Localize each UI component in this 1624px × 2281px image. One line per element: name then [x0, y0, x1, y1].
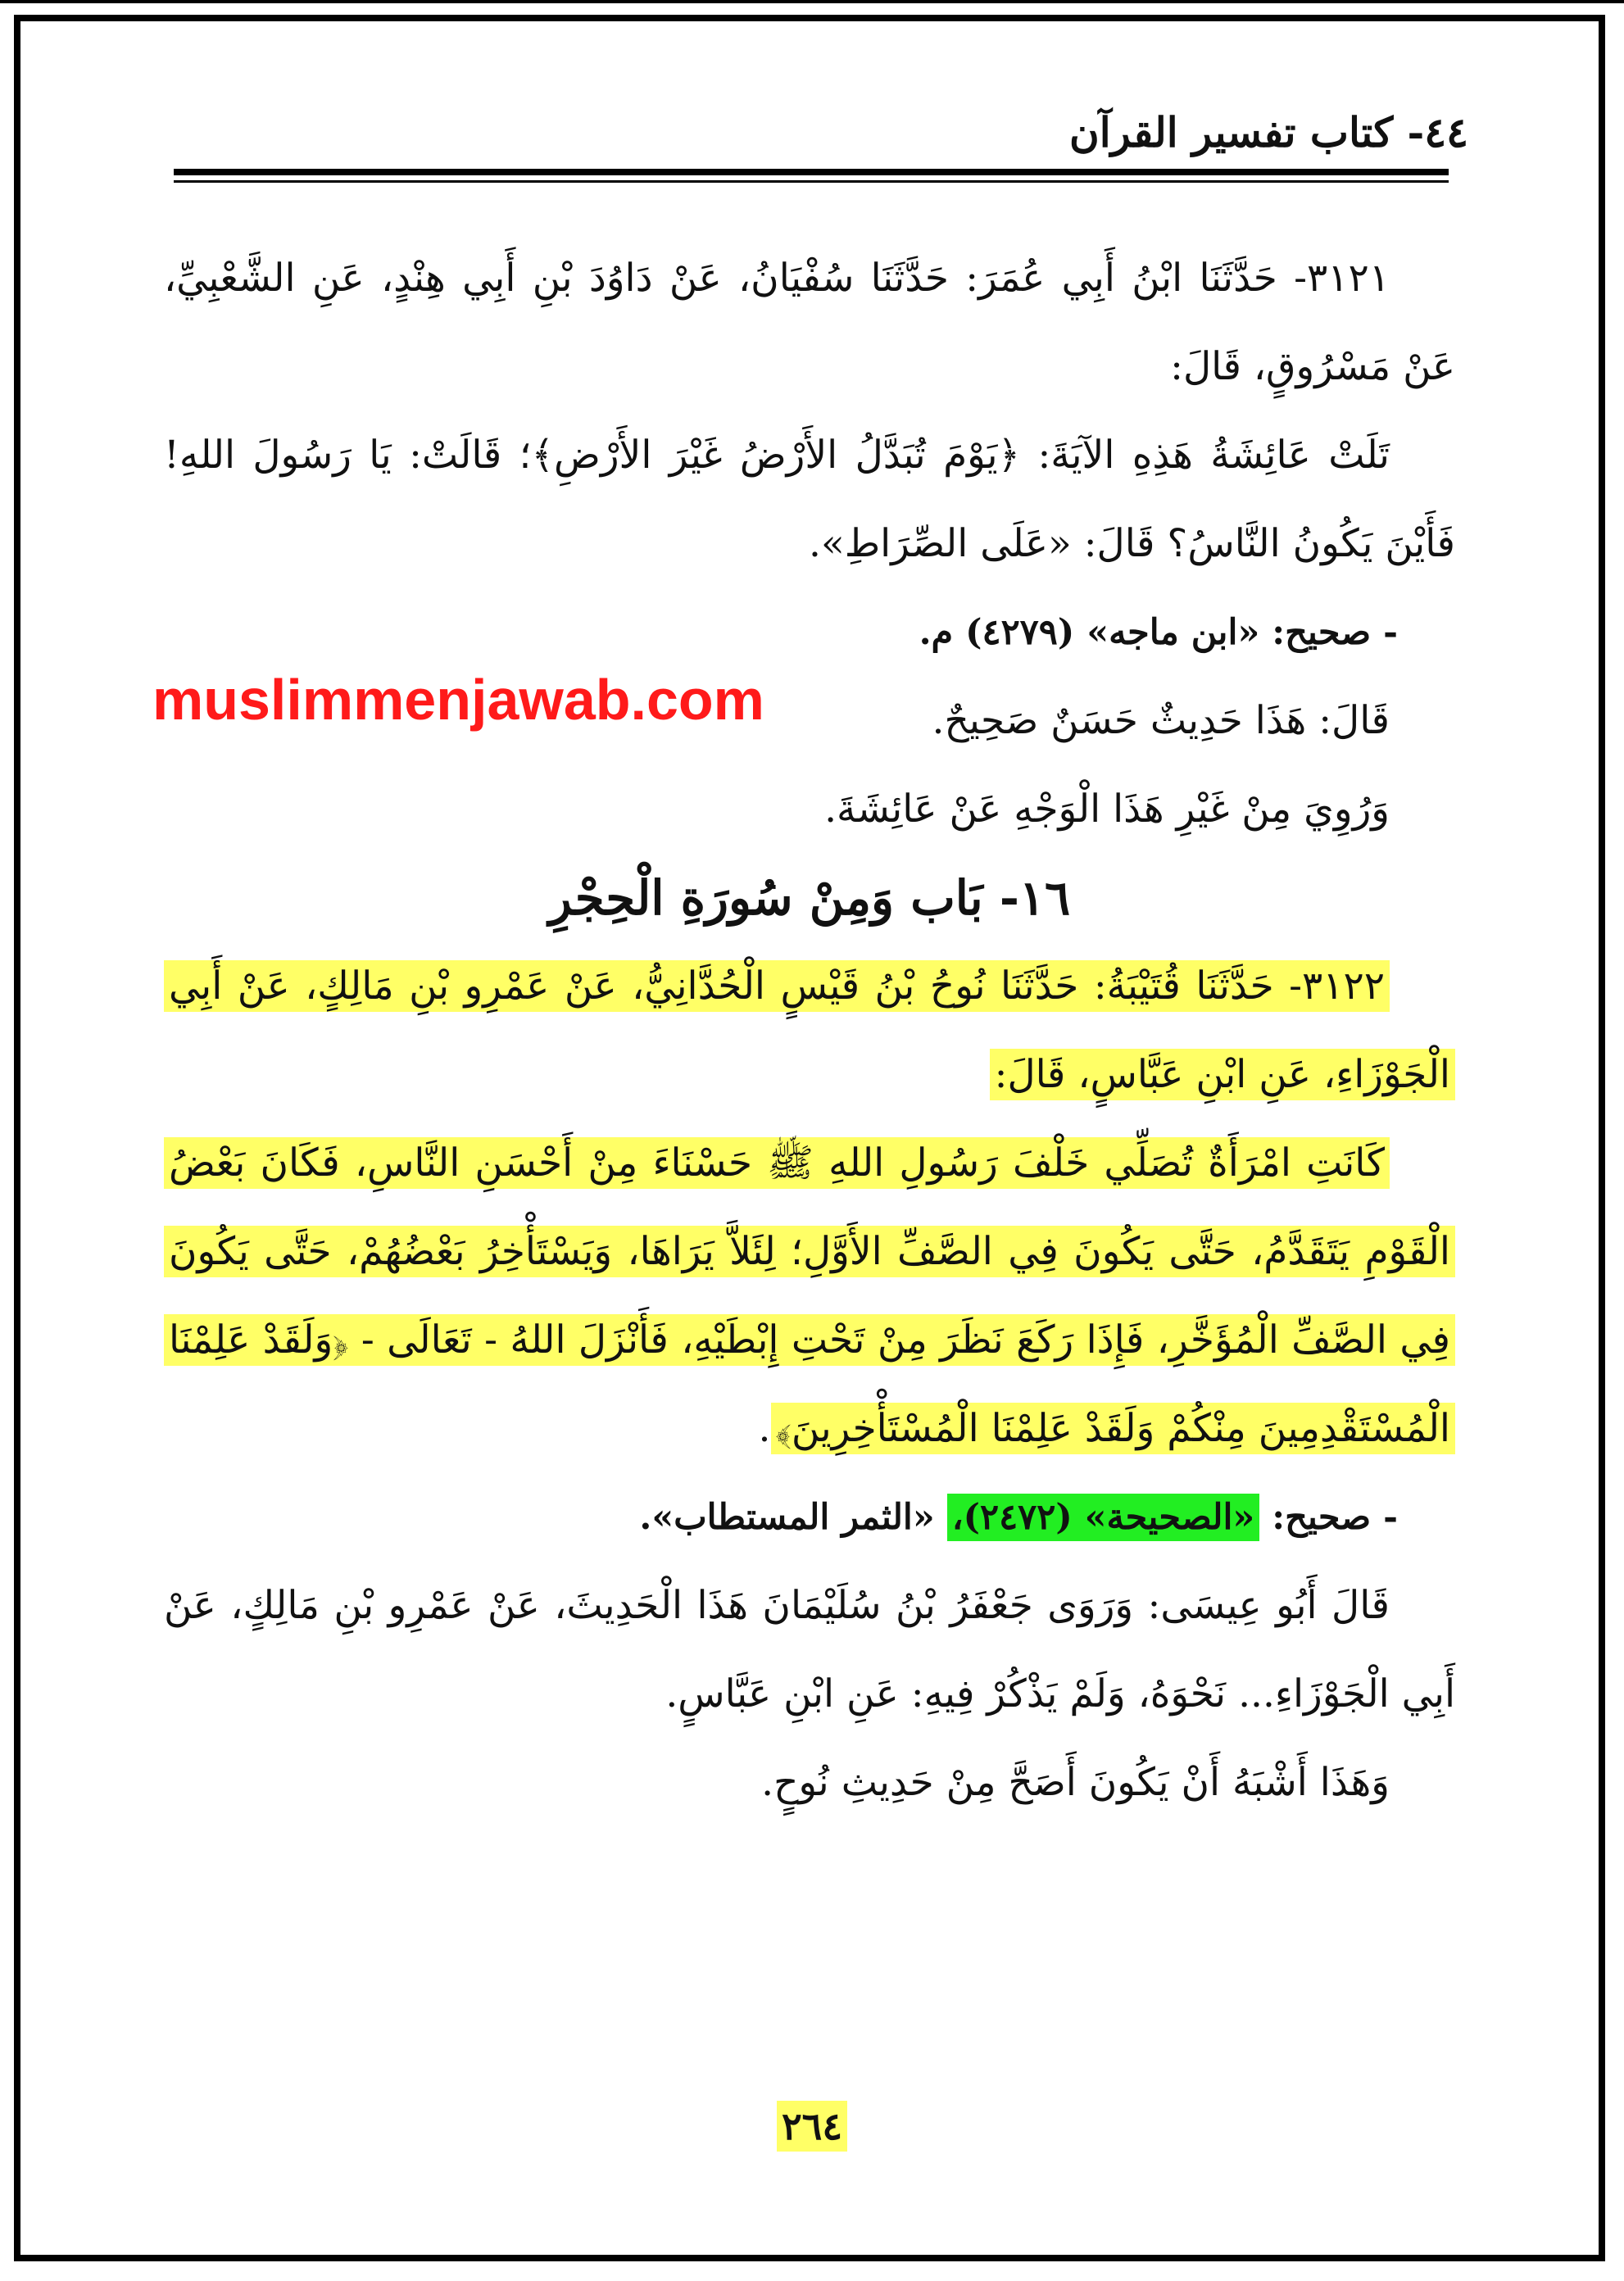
- chapter-header: ٤٤- كتاب تفسير القرآن: [1069, 108, 1468, 156]
- hadith-3122-grading: [164, 1473, 1455, 1562]
- hadith-3122-comment: قَالَ أَبُو عِيسَى: وَرَوَى جَعْفَرُ بْنُ سُلَيْمَانَ هَذَا الْحَدِيثَ، عَنْ عَمْرِو بْنِ مَالِكٍ، عَنْ أَبِي الْجَوْزَاءِ... نَحْوَهُ، وَلَمْ يَذْكُرْ فِيهِ: عَنِ ابْنِ عَبَّاسٍ.: [164, 1583, 1455, 1716]
- grading-prefix: - صحيح:: [1272, 1497, 1398, 1538]
- page-number-highlight: ٢٦٤: [777, 2101, 847, 2152]
- highlighted-text: ٣١٢٢- حَدَّثَنَا قُتَيْبَةُ: حَدَّثَنَا نُوحُ بْنُ قَيْسٍ الْحُدَّانِيُّ، عَنْ عَمْرِو بْنِ مَالِكٍ، عَنْ أَبِي الْجَوْزَاءِ، عَنِ ابْنِ عَبَّاسٍ، قَالَ:: [164, 960, 1455, 1100]
- hadith-3121-grading: - صحيح: «ابن ماجه» (٤٢٧٩) م.: [919, 612, 1398, 653]
- section-title: ١٦- بَاب وَمِنْ سُورَةِ الْحِجْرِ: [548, 870, 1071, 926]
- header-rule-thin: [174, 180, 1449, 183]
- highlighted-text: كَانَتِ امْرَأَةٌ تُصَلِّي خَلْفَ رَسُولِ اللهِ ﷺ حَسْنَاءَ مِنْ أَحْسَنِ النَّاسِ، فَكَانَ بَعْضُ الْقَوْمِ يَتَقَدَّمُ، حَتَّى يَكُونَ فِي الصَّفِّ الأَوَّلِ؛ لِئَلاَّ يَرَاهَا، وَيَسْتَأْخِرُ بَعْضُهُمْ، حَتَّى يَكُونَ فِي الصَّفِّ الْمُؤَخَّرِ، فَإِذَا رَكَعَ نَظَرَ مِنْ تَحْتِ إِبْطَيْهِ، فَأَنْزَلَ اللهُ - تَعَالَى - ﴿وَلَقَدْ عَلِمْنَا الْمُسْتَقْدِمِينَ مِنْكُمْ وَلَقَدْ عَلِمْنَا الْمُسْتَأْخِرِينَ﴾: [164, 1137, 1455, 1454]
- top-edge-line: [0, 0, 1624, 3]
- hadith-3121-comment: قَالَ: هَذَا حَدِيثٌ حَسَنٌ صَحِيحٌ.: [932, 698, 1390, 743]
- page-content: [164, 234, 1455, 1827]
- hadith-3122-comment-2: وَهَذَا أَشْبَهُ أَنْ يَكُونَ أَصَحَّ مِنْ حَدِيثِ نُوحٍ.: [761, 1760, 1390, 1805]
- page-number: [0, 2104, 1624, 2148]
- hadith-3121-comment-2: وَرُوِيَ مِنْ غَيْرِ هَذَا الْوَجْهِ عَنْ عَائِشَةَ.: [824, 787, 1390, 832]
- header-rule-thick: [174, 169, 1449, 175]
- grading-highlight-green: «الصحيحة» (٢٤٧٢)،: [947, 1494, 1260, 1541]
- hadith-3121-isnad: ٣١٢١- حَدَّثَنَا ابْنُ أَبِي عُمَرَ: حَدَّثَنَا سُفْيَانُ، عَنْ دَاوُدَ بْنِ أَبِي هِنْدٍ، عَنِ الشَّعْبِيِّ، عَنْ مَسْرُوقٍ، قَالَ:: [164, 256, 1455, 389]
- matn-end-punctuation: .: [758, 1406, 771, 1451]
- hadith-3122-matn: [164, 1119, 1455, 1473]
- grading-rest: «الثمر المستطاب».: [639, 1497, 935, 1538]
- hadith-3121-matn: تَلَتْ عَائِشَةُ هَذِهِ الآيَةَ: ﴿يَوْمَ تُبَدَّلُ الأَرْضُ غَيْرَ الأَرْضِ﴾؛ قَالَتْ: يَا رَسُولَ اللهِ! فَأَيْنَ يَكُونُ النَّاسُ؟ قَالَ: «عَلَى الصِّرَاطِ».: [164, 433, 1455, 566]
- watermark-url: muslimmenjawab.com: [152, 668, 764, 732]
- hadith-3122-isnad: [164, 942, 1455, 1119]
